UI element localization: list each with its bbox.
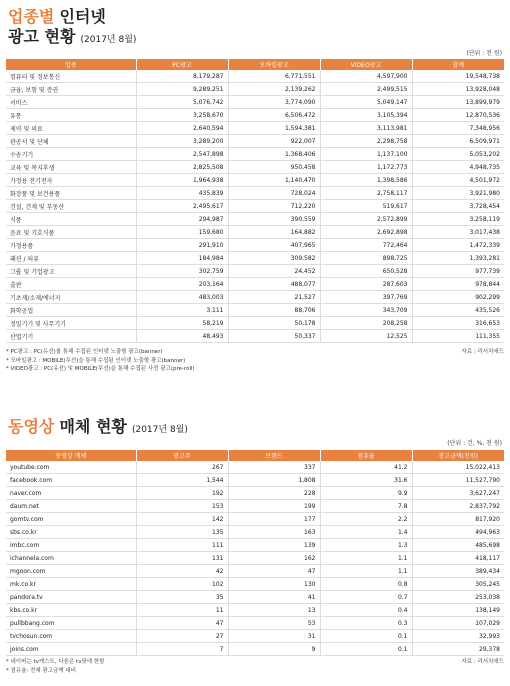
section2-title-accent: 동영상 [8,417,55,436]
cell-value: 7,348,956 [412,122,504,135]
cell-value: 712,220 [228,200,320,213]
cell-value: 9.9 [320,487,412,500]
cell-value: 977,739 [412,265,504,278]
cell-value: 3,774,090 [228,96,320,109]
media-row [6,604,504,617]
column-header: VIDEO광고 [320,59,412,70]
row-label: 가정용품 [6,239,136,252]
cell-value: 7 [136,643,228,656]
cell-value: 0.4 [320,604,412,617]
cell-value: 0.7 [320,591,412,604]
cell-value: 316,653 [412,317,504,330]
cell-value: 24,452 [228,265,320,278]
cell-value: 130 [228,578,320,591]
cell-value: 9,289,251 [136,83,228,96]
column-header: 동영상 매체 [6,450,136,461]
cell-value: 343,709 [320,304,412,317]
row-label: 금융, 보험 및 증권 [6,83,136,96]
row-label: 정밀기기 및 사무기기 [6,317,136,330]
media-row [6,500,504,513]
cell-value: 267 [136,461,228,474]
cell-value: 6,771,551 [228,70,320,83]
row-label: pandora.tv [6,591,136,604]
cell-value: 13,928,048 [412,83,504,96]
cell-value: 41.2 [320,461,412,474]
cell-value: 27 [136,630,228,643]
cell-value: 435,839 [136,187,228,200]
cell-value: 4,948,735 [412,161,504,174]
media-row [6,487,504,500]
industry-row [6,187,504,200]
cell-value: 898,725 [320,252,412,265]
section2-title [8,414,188,437]
cell-value: 291,910 [136,239,228,252]
column-header: 업종 [6,59,136,70]
industry-row [6,226,504,239]
cell-value: 42 [136,565,228,578]
cell-value: 11,527,790 [412,474,504,487]
cell-value: 0.8 [320,578,412,591]
cell-value: 138,149 [412,604,504,617]
section2-title-date: (2017년 8월) [131,425,188,435]
cell-value: 88,706 [228,304,320,317]
cell-value: 1,544 [136,474,228,487]
media-row [6,578,504,591]
section1-title-accent: 업종별 [8,7,55,26]
video-table-header [6,450,504,461]
cell-value: 3,017,438 [412,226,504,239]
cell-value: 407,965 [228,239,320,252]
media-row [6,565,504,578]
media-row [6,630,504,643]
cell-value: 309,582 [228,252,320,265]
cell-value: 21,527 [228,291,320,304]
row-label: 서비스 [6,96,136,109]
cell-value: 4,501,972 [412,174,504,187]
row-label: 기초재/소재/에너지 [6,291,136,304]
cell-value: 389,434 [412,565,504,578]
cell-value: 305,245 [412,578,504,591]
cell-value: 13,899,979 [412,96,504,109]
column-header: 광고금액(천원) [412,450,504,461]
cell-value: 772,464 [320,239,412,252]
cell-value: 111 [136,539,228,552]
cell-value: 3,921,980 [412,187,504,200]
cell-value: 53 [228,617,320,630]
cell-value: 1,472,339 [412,239,504,252]
industry-row [6,252,504,265]
cell-value: 3,111 [136,304,228,317]
industry-table-header [6,59,504,70]
media-row [6,461,504,474]
industry-row [6,174,504,187]
row-label: 식품 [6,213,136,226]
cell-value: 12,870,536 [412,109,504,122]
cell-value: 159,680 [136,226,228,239]
row-label: 가정용 전기전자 [6,174,136,187]
cell-value: 32,993 [412,630,504,643]
cell-value: 2,640,594 [136,122,228,135]
row-label: mgoon.com [6,565,136,578]
cell-value: 2,547,898 [136,148,228,161]
row-label: 그룹 및 기업광고 [6,265,136,278]
cell-value: 50,337 [228,330,320,343]
cell-value: 0.1 [320,643,412,656]
cell-value: 483,003 [136,291,228,304]
section1-title-date: (2017년 8월) [80,35,137,45]
cell-value: 135 [136,526,228,539]
cell-value: 177 [228,513,320,526]
cell-value: 1.1 [320,552,412,565]
media-row [6,474,504,487]
cell-value: 9 [228,643,320,656]
section1-note: * PC광고 : PC(유선)를 통해 수집된 인터넷 노출형 광고(banner) [6,349,163,355]
cell-value: 3,258,119 [412,213,504,226]
industry-ad-table [6,59,504,343]
section1-note: * 모바일광고 : MOBILE(무선)을 통해 수집된 인터넷 노출형 광고(banner) [6,357,186,364]
industry-row [6,200,504,213]
cell-value: 287,603 [320,278,412,291]
industry-row [6,278,504,291]
row-label: 출판 [6,278,136,291]
industry-row [6,122,504,135]
cell-value: 5,053,202 [412,148,504,161]
cell-value: 35 [136,591,228,604]
cell-value: 253,038 [412,591,504,604]
cell-value: 485,698 [412,539,504,552]
cell-value: 3,105,394 [320,109,412,122]
cell-value: 1,964,938 [136,174,228,187]
column-header: 광고주 [136,450,228,461]
video-table-body [6,461,504,656]
cell-value: 1,137,100 [320,148,412,161]
cell-value: 728,024 [228,187,320,200]
row-label: facebook.com [6,474,136,487]
video-media-table [6,450,504,656]
cell-value: 184,984 [136,252,228,265]
section1-title-main: 인터넷 [59,7,106,26]
cell-value: 1.1 [320,565,412,578]
cell-value: 208,258 [320,317,412,330]
cell-value: 2,837,792 [412,500,504,513]
cell-value: 0.3 [320,617,412,630]
cell-value: 58,219 [136,317,228,330]
row-label: ichannela.com [6,552,136,565]
cell-value: 228 [228,487,320,500]
row-label: 화학공업 [6,304,136,317]
cell-value: 2,572,899 [320,213,412,226]
section2-unit: (단위 : 건, %, 천 원) [447,440,502,447]
cell-value: 47 [228,565,320,578]
cell-value: 1,140,470 [228,174,320,187]
cell-value: 31.6 [320,474,412,487]
cell-value: 397,769 [320,291,412,304]
cell-value: 0.1 [320,630,412,643]
cell-value: 47 [136,617,228,630]
media-row [6,643,504,656]
section1-unit: (단위 : 천 원) [466,50,502,57]
column-header: 점유율 [320,450,412,461]
cell-value: 902,299 [412,291,504,304]
cell-value: 817,920 [412,513,504,526]
column-header: 모바일광고 [228,59,320,70]
cell-value: 1,172,773 [320,161,412,174]
cell-value: 11 [136,604,228,617]
cell-value: 12,525 [320,330,412,343]
row-label: tvchosun.com [6,630,136,643]
cell-value: 2.2 [320,513,412,526]
section1-note: * VIDEO광고 : PC(유선) 및 MOBILE(무선)을 통해 수집된 사전 광고(pre-roll) [6,366,195,373]
cell-value: 8,179,287 [136,70,228,83]
cell-value: 2,139,262 [228,83,320,96]
industry-table-body [6,70,504,343]
row-label: pullbbang.com [6,617,136,630]
cell-value: 1.4 [320,526,412,539]
row-label: 산업기기 [6,330,136,343]
section2-note: * 네이버는 tv캐스트, 다음은 tv팟에 한함 [6,659,105,665]
cell-value: 153 [136,500,228,513]
section2-note: * 점유율: 전체 광고금액 대비 [6,667,77,674]
row-label: gomtv.com [6,513,136,526]
section2-title-main: 매체 현황 [59,417,127,436]
media-row [6,539,504,552]
cell-value: 3,289,200 [136,135,228,148]
cell-value: 15,022,413 [412,461,504,474]
row-label: 수송기기 [6,148,136,161]
cell-value: 50,178 [228,317,320,330]
cell-value: 2,758,117 [320,187,412,200]
cell-value: 139 [228,539,320,552]
cell-value: 650,528 [320,265,412,278]
media-row [6,513,504,526]
cell-value: 163 [228,526,320,539]
cell-value: 435,526 [412,304,504,317]
section2-notes [6,658,504,675]
cell-value: 3,258,670 [136,109,228,122]
row-label: kbs.co.kr [6,604,136,617]
cell-value: 7.8 [320,500,412,513]
cell-value: 1.3 [320,539,412,552]
row-label: sbs.co.kr [6,526,136,539]
column-header: 브랜드 [228,450,320,461]
cell-value: 2,499,515 [320,83,412,96]
cell-value: 3,627,247 [412,487,504,500]
cell-value: 31 [228,630,320,643]
column-header: PC광고 [136,59,228,70]
industry-row [6,83,504,96]
cell-value: 488,077 [228,278,320,291]
cell-value: 164,882 [228,226,320,239]
row-label: 패션 / 의류 [6,252,136,265]
row-label: 교육 및 복지후생 [6,161,136,174]
industry-row [6,239,504,252]
cell-value: 337 [228,461,320,474]
cell-value: 102 [136,578,228,591]
cell-value: 4,597,900 [320,70,412,83]
cell-value: 2,298,758 [320,135,412,148]
industry-row [6,213,504,226]
media-row [6,591,504,604]
cell-value: 978,844 [412,278,504,291]
cell-value: 2,825,508 [136,161,228,174]
industry-row [6,135,504,148]
cell-value: 390,559 [228,213,320,226]
row-label: 음료 및 기호식품 [6,226,136,239]
cell-value: 203,164 [136,278,228,291]
cell-value: 48,493 [136,330,228,343]
industry-row [6,148,504,161]
cell-value: 2,692,898 [320,226,412,239]
cell-value: 1,368,406 [228,148,320,161]
cell-value: 162 [228,552,320,565]
cell-value: 13 [228,604,320,617]
cell-value: 519,617 [320,200,412,213]
cell-value: 922,007 [228,135,320,148]
row-label: daum.net [6,500,136,513]
cell-value: 107,029 [412,617,504,630]
cell-value: 111,355 [412,330,504,343]
row-label: 화장품 및 보건용품 [6,187,136,200]
cell-value: 5,049,147 [320,96,412,109]
row-label: naver.com [6,487,136,500]
row-label: mk.co.kr [6,578,136,591]
industry-row [6,96,504,109]
cell-value: 950,458 [228,161,320,174]
row-label: youtube.com [6,461,136,474]
cell-value: 418,117 [412,552,504,565]
section1-source: 자료 : 리서치애드 [461,349,504,355]
media-row [6,617,504,630]
cell-value: 1,393,281 [412,252,504,265]
row-label: 제약 및 의료 [6,122,136,135]
industry-row [6,265,504,278]
cell-value: 5,076,742 [136,96,228,109]
industry-row [6,330,504,343]
row-label: joins.com [6,643,136,656]
media-row [6,526,504,539]
cell-value: 494,963 [412,526,504,539]
section2-source: 자료 : 리서치애드 [461,659,504,665]
cell-value: 302,759 [136,265,228,278]
industry-row [6,70,504,83]
cell-value: 29,378 [412,643,504,656]
cell-value: 1,594,381 [228,122,320,135]
cell-value: 1,808 [228,474,320,487]
row-label: 유통 [6,109,136,122]
cell-value: 131 [136,552,228,565]
cell-value: 142 [136,513,228,526]
cell-value: 199 [228,500,320,513]
row-label: imbc.com [6,539,136,552]
section1-title-line2-text: 광고 현황 [8,27,76,46]
cell-value: 6,509,971 [412,135,504,148]
section1-title-line2 [8,24,136,47]
media-row [6,552,504,565]
industry-row [6,317,504,330]
cell-value: 6,506,472 [228,109,320,122]
cell-value: 41 [228,591,320,604]
cell-value: 1,398,586 [320,174,412,187]
cell-value: 3,113,981 [320,122,412,135]
cell-value: 2,495,617 [136,200,228,213]
industry-row [6,304,504,317]
column-header: 합계 [412,59,504,70]
section1-notes [6,348,504,374]
cell-value: 3,728,454 [412,200,504,213]
cell-value: 294,987 [136,213,228,226]
row-label: 관공서 및 단체 [6,135,136,148]
cell-value: 192 [136,487,228,500]
industry-row [6,291,504,304]
cell-value: 19,548,738 [412,70,504,83]
row-label: 건설, 건재 및 부동산 [6,200,136,213]
industry-row [6,109,504,122]
row-label: 컴퓨터 및 정보통신 [6,70,136,83]
industry-row [6,161,504,174]
